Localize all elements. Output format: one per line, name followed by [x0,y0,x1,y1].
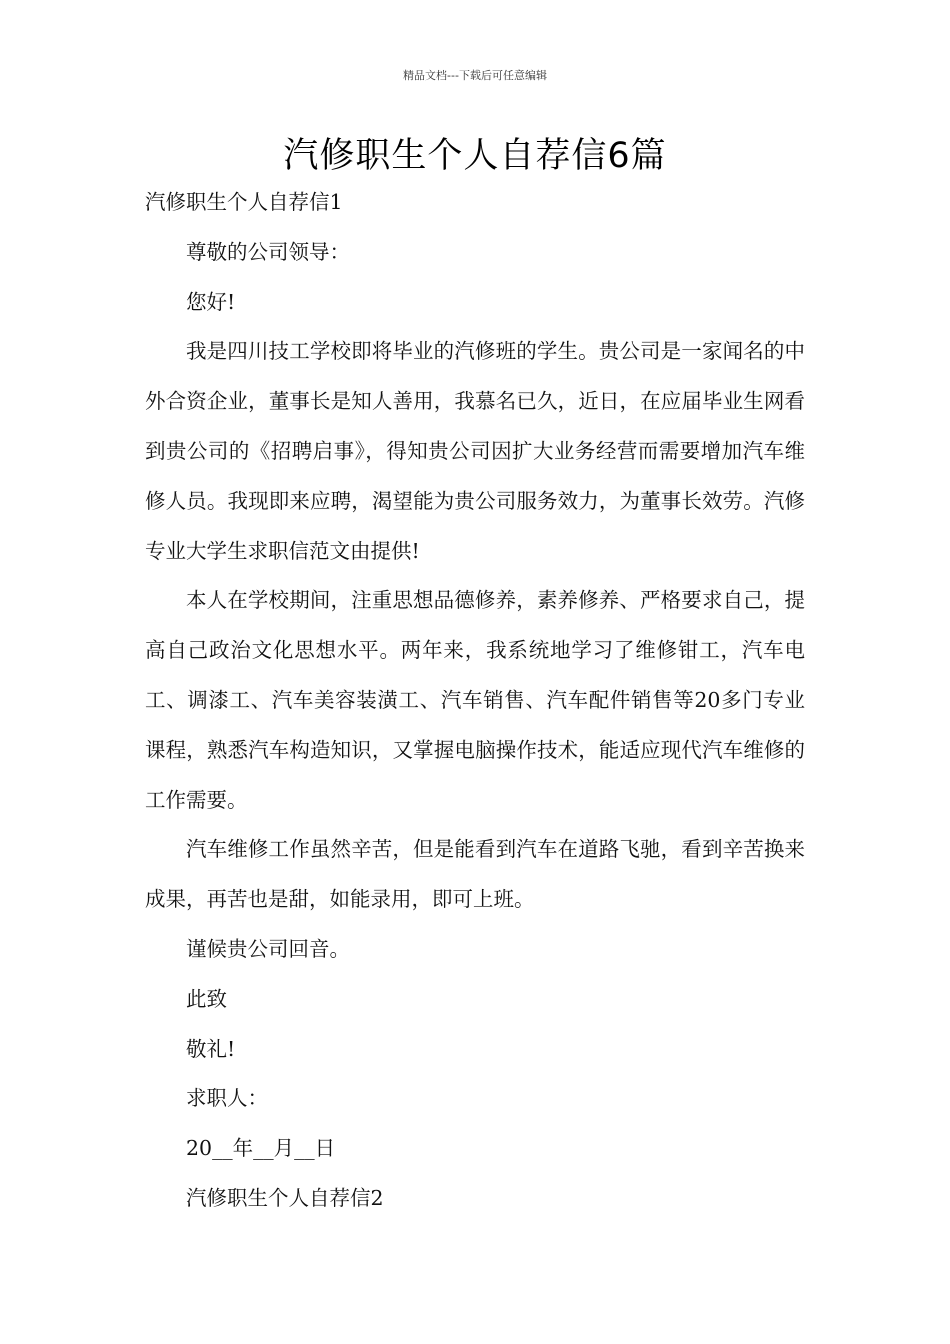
closing-cizhi: 此致 [186,986,227,1011]
body-paragraph-2: 本人在学校期间，注重思想品德修养，素养修养、严格要求自己，提高自己政治文化思想水平。两年来，我系统地学习了维修钳工，汽车电工、调漆工、汽车美容装潢工、汽车销售、汽车配件销售等20多门专业课程，熟悉汽车构造知识，又掌握电脑操作技术，能适应现代汽车维修的工作需要。 [145,588,805,812]
closing-jingli: 敬礼! [186,1036,236,1061]
document-title: 汽修职生个人自荐信6篇 [283,136,667,176]
header-note: 精品文档---下载后可任意编辑 [403,69,547,82]
date-line: 20__年__月__日 [186,1136,336,1161]
body-paragraph-3: 汽车维修工作虽然辛苦，但是能看到汽车在道路飞驰，看到辛苦换来成果，再苦也是甜，如能录用，即可上班。 [145,837,805,912]
body-paragraph-1: 我是四川技工学校即将毕业的汽修班的学生。贵公司是一家闻名的中外合资企业，董事长是知人善用，我慕名已久，近日，在应届毕业生网看到贵公司的《招聘启事》，得知贵公司因扩大业务经营而需要增加汽车维修人员。我现即来应聘，渴望能为贵公司服务效力，为董事长效劳。汽修专业大学生求职信范文由提供! [145,339,805,563]
document-body [145,178,805,1224]
closing-await: 谨候贵公司回音。 [186,936,350,961]
next-section-heading: 汽修职生个人自荐信2 [186,1185,384,1210]
applicant-label: 求职人： [186,1086,268,1111]
section-heading: 汽修职生个人自荐信1 [145,190,343,214]
salutation: 尊敬的公司领导： [186,239,350,264]
greeting: 您好! [186,289,236,314]
